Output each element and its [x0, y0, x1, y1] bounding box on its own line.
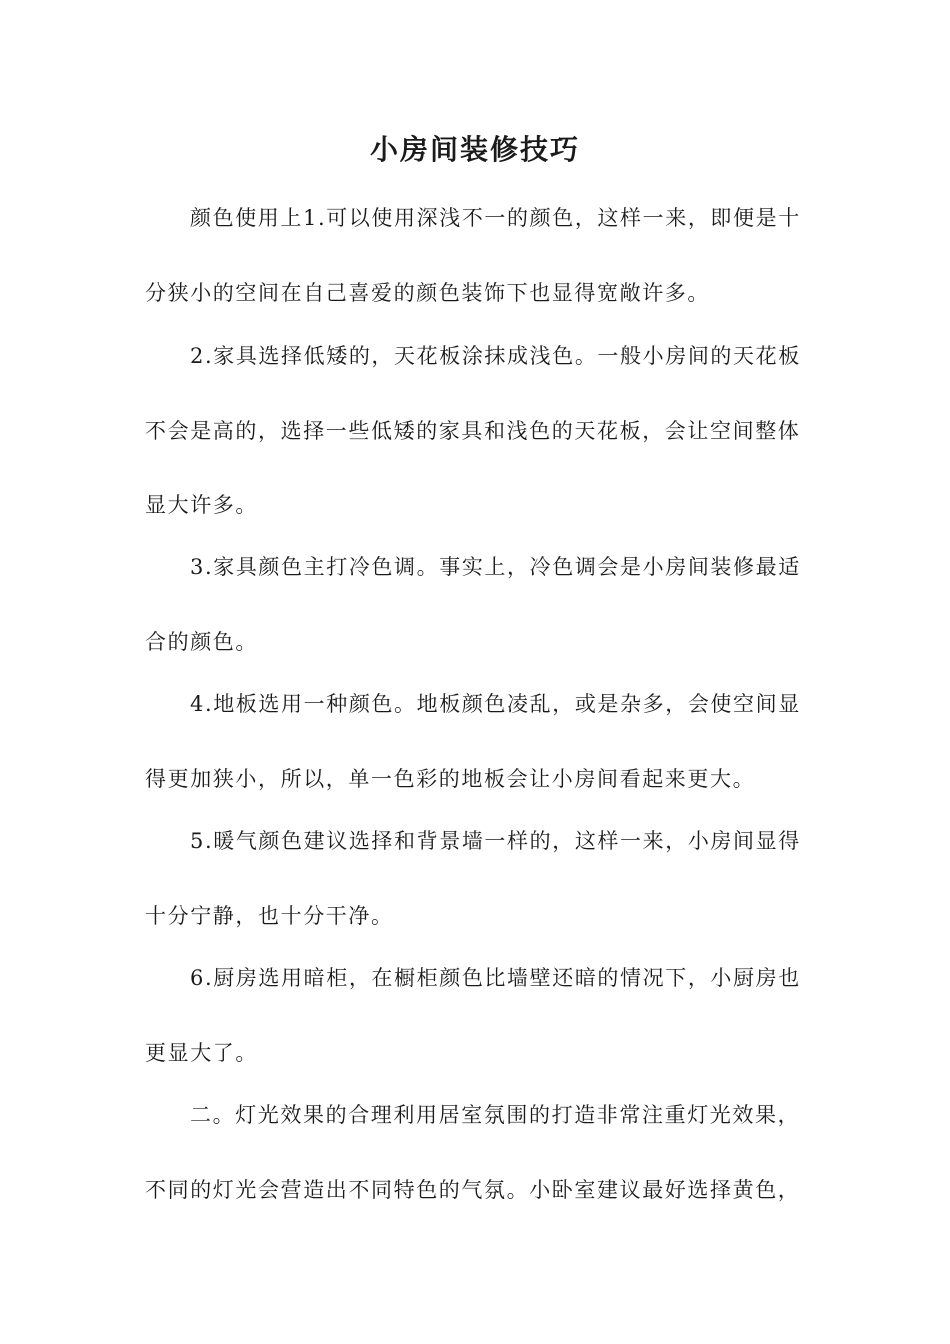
paragraph-4-line-2: 得更加狭小，所以，单一色彩的地板会让小房间看起来更大。	[145, 767, 756, 791]
paragraph-3-line-1: 3.家具颜色主打冷色调。事实上，冷色调会是小房间装修最适	[190, 555, 801, 579]
paragraph-5-line-2: 十分宁静，也十分干净。	[145, 904, 394, 928]
paragraph-2-line-3: 显大许多。	[145, 493, 258, 517]
document-title: 小房间装修技巧	[369, 133, 580, 166]
paragraph-1-line-2: 分狭小的空间在自己喜爱的颜色装饰下也显得宽敞许多。	[145, 281, 710, 305]
paragraph-7-line-1: 二。灯光效果的合理利用居室氛围的打造非常注重灯光效果，	[190, 1103, 801, 1127]
paragraph-5-line-1: 5.暖气颜色建议选择和背景墙一样的，这样一来，小房间显得	[190, 829, 801, 853]
paragraph-6-line-2: 更显大了。	[145, 1041, 258, 1065]
paragraph-3-line-2: 合的颜色。	[145, 630, 258, 654]
paragraph-2-line-1: 2.家具选择低矮的，天花板涂抹成浅色。一般小房间的天花板	[190, 344, 801, 368]
paragraph-4-line-1: 4.地板选用一种颜色。地板颜色凌乱，或是杂多，会使空间显	[190, 692, 801, 716]
paragraph-6-line-1: 6.厨房选用暗柜，在橱柜颜色比墙壁还暗的情况下，小厨房也	[190, 966, 801, 990]
paragraph-2-line-2: 不会是高的，选择一些低矮的家具和浅色的天花板，会让空间整体	[145, 419, 801, 443]
paragraph-1-line-1: 颜色使用上1.可以使用深浅不一的颜色，这样一来，即便是十	[190, 206, 801, 230]
paragraph-7-line-2: 不同的灯光会营造出不同特色的气氛。小卧室建议最好选择黄色，	[145, 1178, 801, 1202]
